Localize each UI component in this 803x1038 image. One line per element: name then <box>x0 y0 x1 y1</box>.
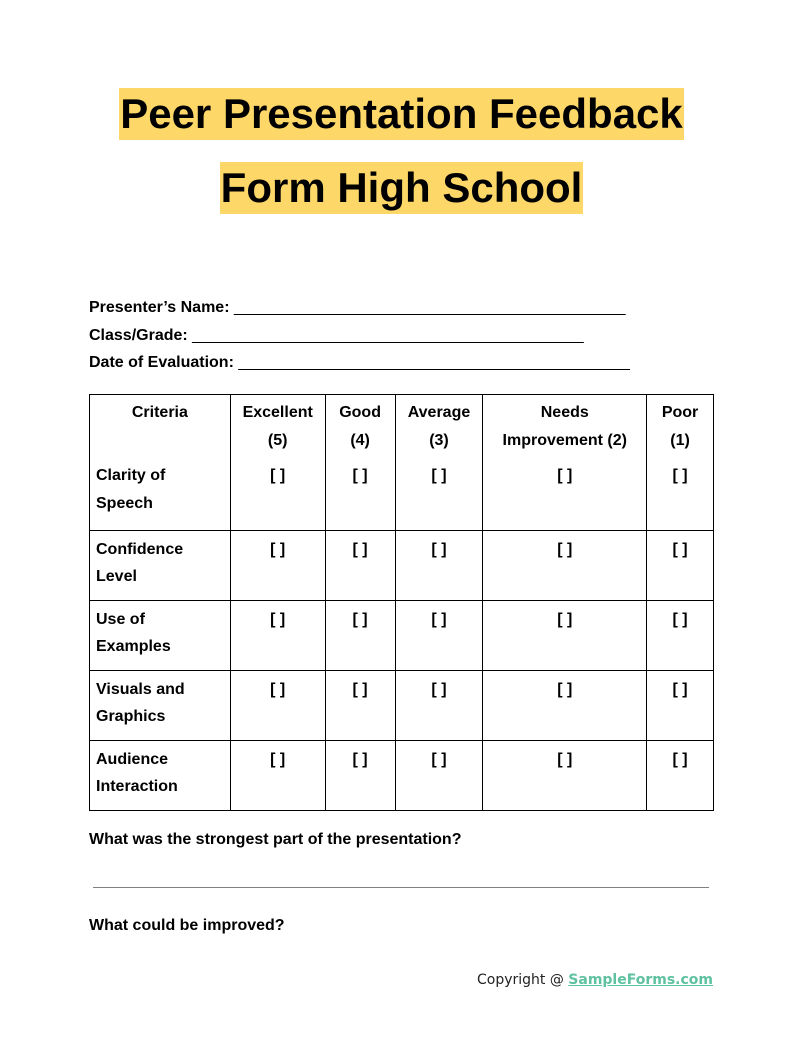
header-average: Average (3) <box>395 395 483 461</box>
question-improvements: What could be improved? <box>89 917 285 934</box>
presenter-name-field[interactable] <box>89 294 630 322</box>
checkbox-needs-improvement[interactable]: [ ] <box>483 460 647 530</box>
header-good: Good (4) <box>325 395 395 461</box>
checkbox-needs-improvement[interactable]: [ ] <box>483 670 647 740</box>
class-grade-line[interactable]: ____________________________________________ <box>192 326 584 344</box>
checkbox-poor[interactable]: [ ] <box>647 530 714 600</box>
brand-link[interactable]: SampleForms.com <box>568 972 713 988</box>
checkbox-poor[interactable]: [ ] <box>647 670 714 740</box>
question-strongest-part: What was the strongest part of the presentation? <box>89 831 462 848</box>
table-row <box>90 600 714 670</box>
checkbox-needs-improvement[interactable]: [ ] <box>483 740 647 810</box>
checkbox-average[interactable]: [ ] <box>395 460 483 530</box>
copyright-footer <box>477 972 713 988</box>
checkbox-average[interactable]: [ ] <box>395 600 483 670</box>
answer-line[interactable] <box>93 887 709 888</box>
checkbox-excellent[interactable]: [ ] <box>230 530 325 600</box>
checkbox-average[interactable]: [ ] <box>395 670 483 740</box>
presenter-name-label: Presenter’s Name: <box>89 299 230 316</box>
checkbox-poor[interactable]: [ ] <box>647 460 714 530</box>
checkbox-good[interactable]: [ ] <box>325 670 395 740</box>
evaluation-table <box>89 394 714 811</box>
criteria-cell: Use of Examples <box>90 600 231 670</box>
title-line-1: Peer Presentation Feedback <box>119 88 684 140</box>
presenter-name-line[interactable]: ____________________________________________ <box>233 299 626 316</box>
checkbox-good[interactable]: [ ] <box>325 600 395 670</box>
header-poor: Poor (1) <box>647 395 714 461</box>
table-row <box>90 670 714 740</box>
class-grade-field[interactable] <box>89 322 630 350</box>
evaluation-date-field[interactable] <box>89 349 630 377</box>
table-header-row <box>90 395 714 461</box>
evaluation-date-line[interactable]: ____________________________________________ <box>238 354 630 371</box>
checkbox-good[interactable]: [ ] <box>325 740 395 810</box>
info-fields <box>89 294 630 377</box>
header-excellent: Excellent (5) <box>230 395 325 461</box>
criteria-cell: Confidence Level <box>90 530 231 600</box>
copyright-text: Copyright @ <box>476 972 569 988</box>
evaluation-date-label: Date of Evaluation: <box>89 354 234 371</box>
header-needs-improvement: Needs Improvement (2) <box>483 395 647 461</box>
checkbox-average[interactable]: [ ] <box>395 740 483 810</box>
checkbox-needs-improvement[interactable]: [ ] <box>483 600 647 670</box>
checkbox-good[interactable]: [ ] <box>325 530 395 600</box>
header-criteria: Criteria <box>90 395 231 461</box>
class-grade-label: Class/Grade: <box>89 326 188 344</box>
title-line-2: Form High School <box>220 162 584 214</box>
page-title <box>0 88 803 214</box>
checkbox-poor[interactable]: [ ] <box>647 740 714 810</box>
checkbox-excellent[interactable]: [ ] <box>230 670 325 740</box>
checkbox-good[interactable]: [ ] <box>325 460 395 530</box>
checkbox-excellent[interactable]: [ ] <box>230 740 325 810</box>
criteria-cell: Clarity of Speech <box>90 460 231 530</box>
checkbox-excellent[interactable]: [ ] <box>230 600 325 670</box>
checkbox-poor[interactable]: [ ] <box>647 600 714 670</box>
table-row <box>90 460 714 530</box>
criteria-cell: Audience Interaction <box>90 740 231 810</box>
checkbox-excellent[interactable]: [ ] <box>230 460 325 530</box>
checkbox-average[interactable]: [ ] <box>395 530 483 600</box>
table-row <box>90 530 714 600</box>
criteria-cell: Visuals and Graphics <box>90 670 231 740</box>
table-row <box>90 740 714 810</box>
checkbox-needs-improvement[interactable]: [ ] <box>483 530 647 600</box>
